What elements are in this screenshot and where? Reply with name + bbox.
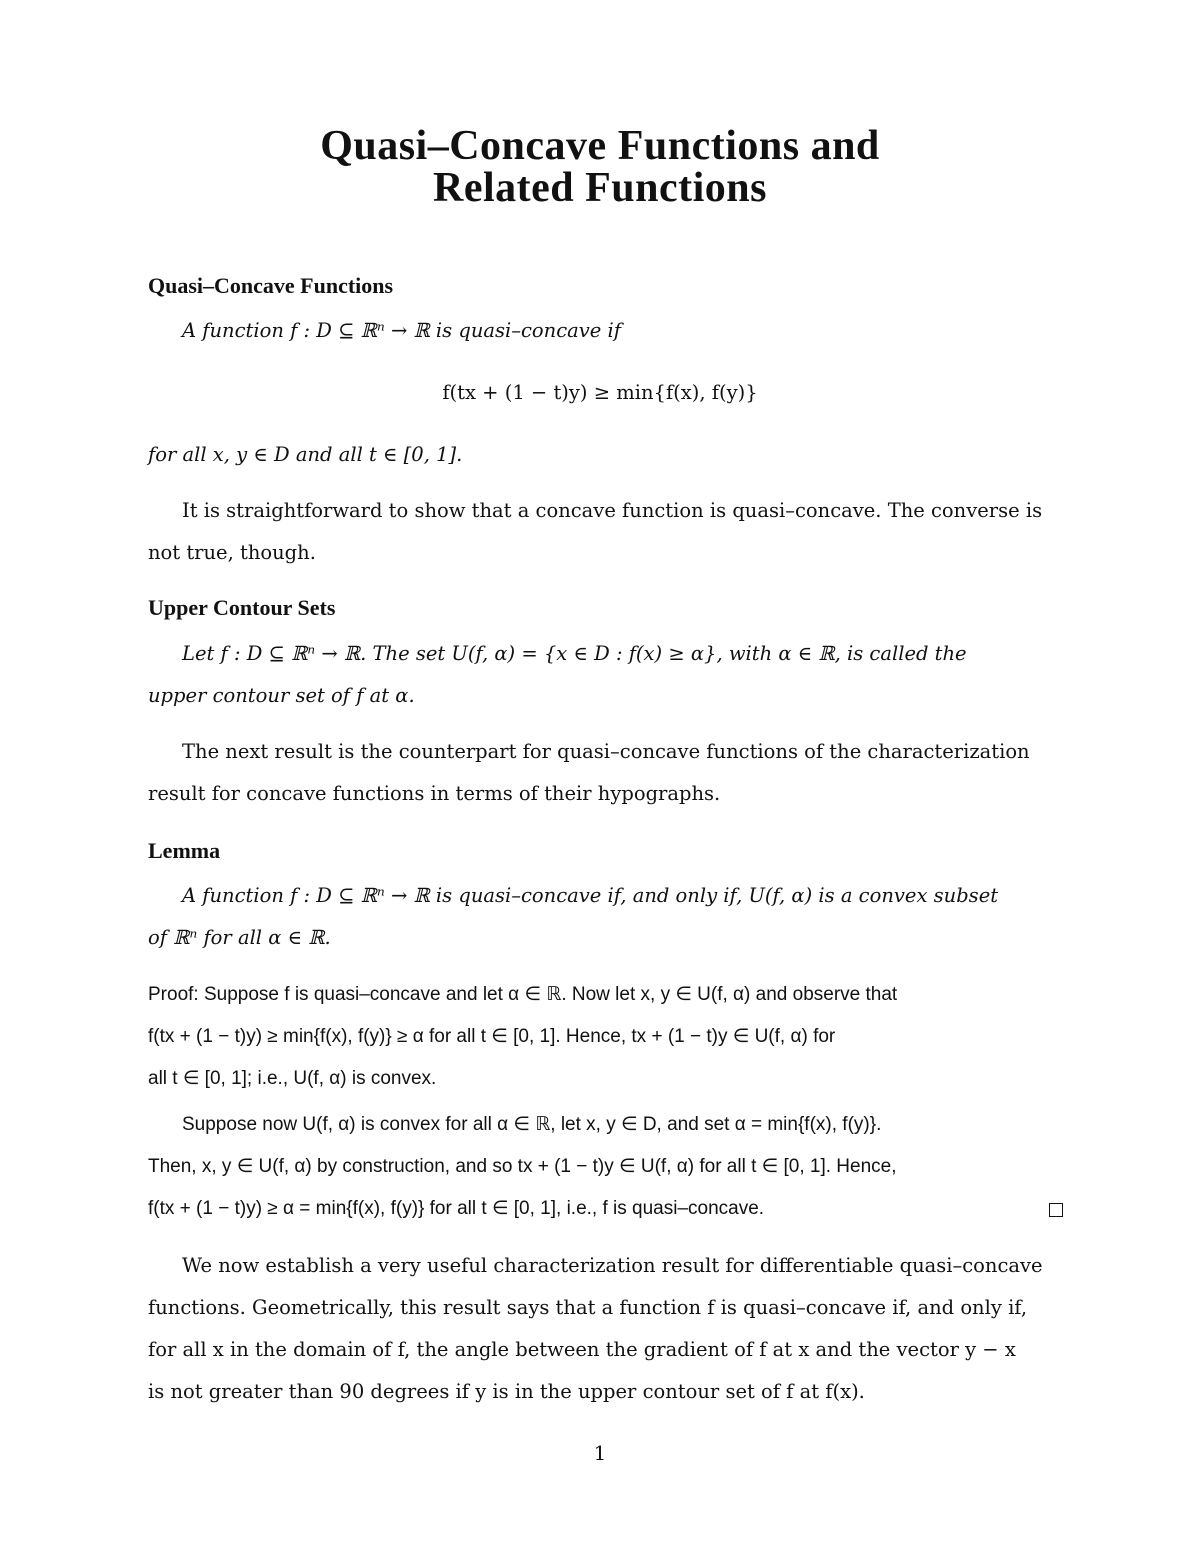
upper-definition-line-2: upper contour set of f at α. <box>148 684 415 707</box>
heading-quasi-concave: Quasi–Concave Functions <box>148 273 394 298</box>
proof-line-5: Then, x, y ∈ U(f, α) by construction, and so tx + (1 − t)y ∈ U(f, α) for all t ∈ [0, 1]. Hence, <box>148 1156 897 1177</box>
closing-line-1: We now establish a very useful characterization result for differentiable quasi–concave <box>182 1254 1043 1277</box>
proof-line-4: Suppose now U(f, α) is convex for all α ∈ ℝ, let x, y ∈ D, and set α = min{f(x), f(y)}. <box>182 1114 882 1135</box>
upper-definition-line-1: Let f : D ⊆ ℝⁿ → ℝ. The set U(f, α) = {x ∈ D : f(x) ≥ α}, with α ∈ ℝ, is called the <box>182 642 967 665</box>
qed-box-icon <box>1049 1203 1063 1217</box>
proof-line-1: Proof: Suppose f is quasi–concave and let α ∈ ℝ. Now let x, y ∈ U(f, α) and observe that <box>148 984 898 1005</box>
heading-lemma: Lemma <box>148 838 221 863</box>
lemma-statement-line-2: of ℝⁿ for all α ∈ ℝ. <box>148 926 331 949</box>
remark-line-2: not true, though. <box>148 541 316 564</box>
definition-line-2: for all x, y ∈ D and all t ∈ [0, 1]. <box>148 443 463 466</box>
title-line-1: Quasi–Concave Functions and <box>320 123 880 169</box>
lemma-statement-line-1: A function f : D ⊆ ℝⁿ → ℝ is quasi–concave if, and only if, U(f, α) is a convex subset <box>182 884 999 907</box>
heading-upper-contour-sets: Upper Contour Sets <box>148 595 336 620</box>
closing-line-4: is not greater than 90 degrees if y is in the upper contour set of f at f(x). <box>148 1380 865 1403</box>
display-equation: f(tx + (1 − t)y) ≥ min{f(x), f(y)} <box>442 381 758 404</box>
proof-line-3: all t ∈ [0, 1]; i.e., U(f, α) is convex. <box>148 1068 437 1089</box>
title-line-2: Related Functions <box>433 165 767 211</box>
remark-line-1: It is straightforward to show that a concave function is quasi–concave. The converse is <box>182 499 1043 522</box>
proof-line-2: f(tx + (1 − t)y) ≥ min{f(x), f(y)} ≥ α for all t ∈ [0, 1]. Hence, tx + (1 − t)y ∈ U(f, α) for <box>148 1026 836 1047</box>
upper-remark-line-1: The next result is the counterpart for quasi–concave functions of the characterization <box>182 740 1030 763</box>
closing-line-2: functions. Geometrically, this result says that a function f is quasi–concave if, and only if, <box>148 1296 1028 1319</box>
definition-line-1: A function f : D ⊆ ℝⁿ → ℝ is quasi–concave if <box>182 319 621 342</box>
page-number: 1 <box>593 1441 607 1465</box>
proof-line-6: f(tx + (1 − t)y) ≥ α = min{f(x), f(y)} for all t ∈ [0, 1], i.e., f is quasi–concave. <box>148 1198 765 1219</box>
upper-remark-line-2: result for concave functions in terms of their hypographs. <box>148 782 721 805</box>
closing-line-3: for all x in the domain of f, the angle between the gradient of f at x and the vector y − x <box>148 1338 1016 1361</box>
